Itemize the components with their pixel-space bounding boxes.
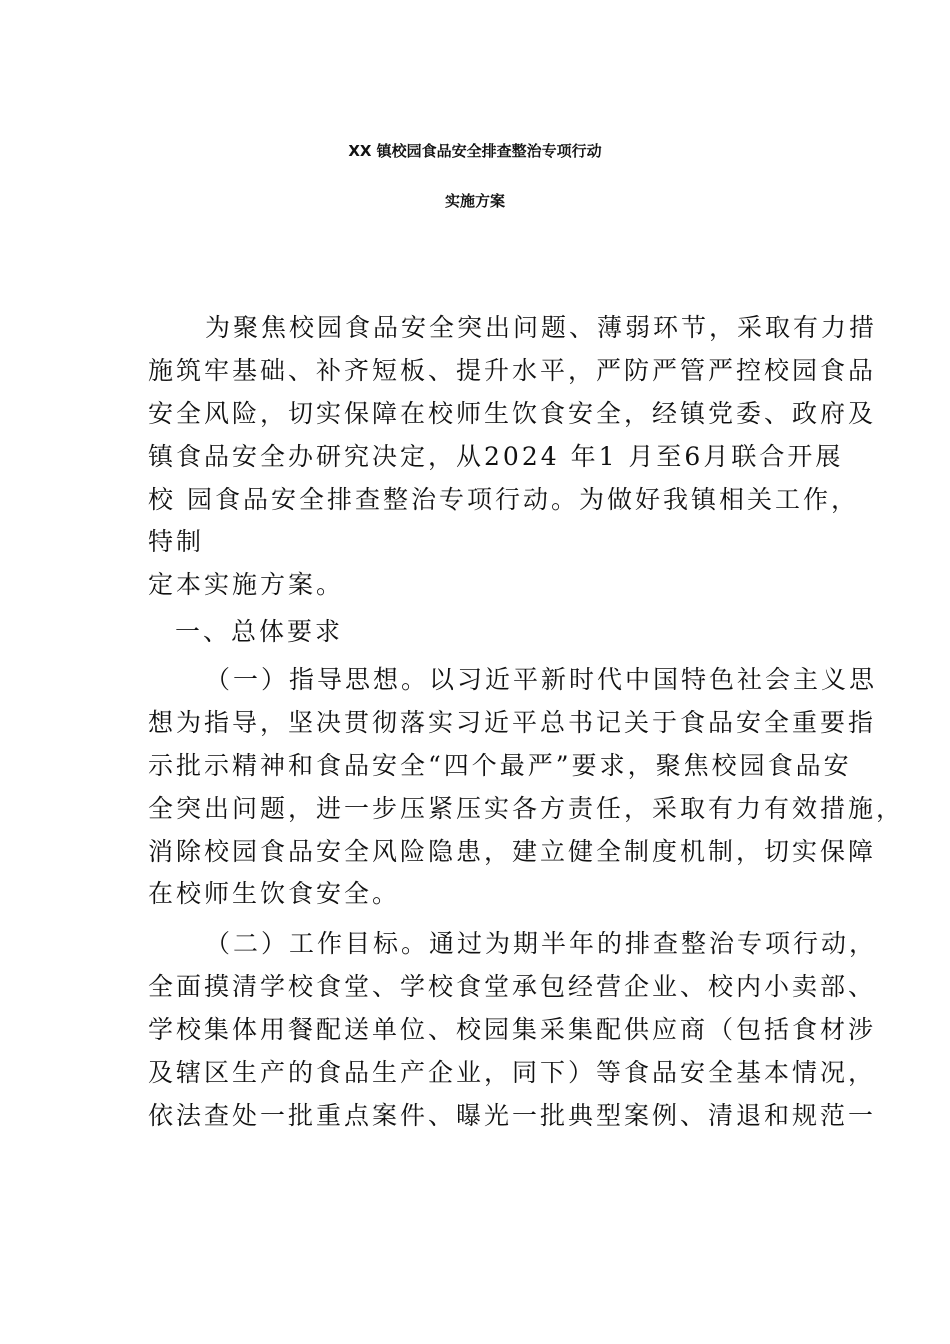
paragraph-line: 及辖区生产的食品生产企业，同下）等食品安全基本情况，	[148, 1058, 877, 1087]
paragraph-line: 施筑牢基础、补齐短板、提升水平，严防严管严控校园食品	[148, 356, 877, 385]
paragraph-line: 校 园食品安全排查整治专项行动。为做好我镇相关工作，	[148, 485, 859, 514]
paragraph-line: 依法查处一批重点案件、曝光一批典型案例、清退和规范一	[148, 1101, 877, 1130]
paragraph-line: 在校师生饮食安全。	[148, 879, 401, 908]
paragraph-line: 为聚焦校园食品安全突出问题、薄弱环节，采取有力措	[205, 313, 878, 342]
paragraph-line: （一）指导思想。以习近平新时代中国特色社会主义思	[205, 665, 878, 694]
paragraph-line: 示批示精神和食品安全“四个最严”要求，聚焦校园食品安	[148, 751, 852, 780]
paragraph-line: 镇食品安全办研究决定，从2024 年1 月至6月联合开展	[148, 442, 844, 471]
paragraph-line: 想为指导，坚决贯彻落实习近平总书记关于食品安全重要指	[148, 708, 877, 737]
paragraph-line: 特制	[148, 527, 205, 556]
paragraph-line: 全面摸清学校食堂、学校食堂承包经营企业、校内小卖部、	[148, 972, 877, 1001]
paragraph-line: 学校集体用餐配送单位、校园集采集配供应商（包括食材涉	[148, 1015, 877, 1044]
section-heading: 一、总体要求	[175, 617, 344, 646]
document-title-line-1: XX 镇校园食品安全排查整治专项行动	[348, 142, 602, 160]
paragraph-line: （二）工作目标。通过为期半年的排查整治专项行动，	[205, 929, 878, 958]
paragraph-line: 安全风险，切实保障在校师生饮食安全，经镇党委、政府及	[148, 399, 877, 428]
paragraph-line: 定本实施方案。	[148, 570, 345, 599]
paragraph-line: 全突出问题，进一步压紧压实各方责任，采取有力有效措施，	[148, 794, 905, 823]
paragraph-line: 消除校园食品安全风险隐患，建立健全制度机制，切实保障	[148, 837, 877, 866]
document-title-line-2: 实施方案	[444, 192, 505, 210]
